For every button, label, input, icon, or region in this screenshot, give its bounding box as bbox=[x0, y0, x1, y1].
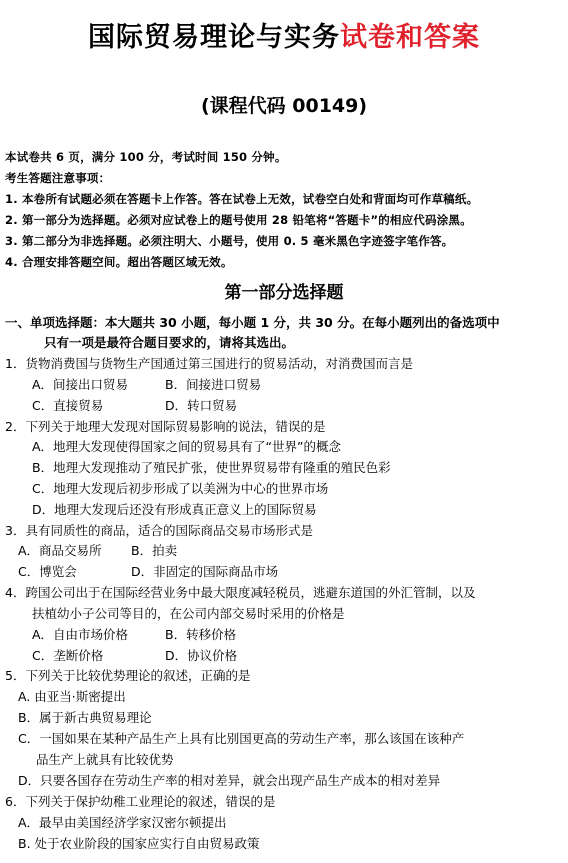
option-d: D．只要各国存在劳动生产率的相对差异，就会出现产品生产成本的相对差异 bbox=[18, 773, 441, 788]
option-b: B．地理大发现推动了殖民扩张，使世界贸易带有隆重的殖民色彩 bbox=[32, 460, 391, 475]
section-heading-cont: 只有一项是最符合题目要求的，请将其选出。 bbox=[44, 335, 295, 350]
course-code: (课程代码 00149) bbox=[200, 95, 368, 117]
part-one-title: 第一部分选择题 bbox=[224, 283, 344, 303]
option-d: D．地理大发现后还没有形成真正意义上的国际贸易 bbox=[32, 502, 317, 517]
question-stem-cont: 扶植幼小子公司等目的，在公司内部交易时采用的价格是 bbox=[32, 606, 345, 621]
option-a: A．间接出口贸易 bbox=[32, 377, 129, 392]
exam-info: 本试卷共 6 页，满分 100 分，考试时间 150 分钟。 bbox=[5, 150, 287, 164]
note-item: 4. 合理安排答题空间。超出答题区域无效。 bbox=[5, 255, 233, 269]
exam-title bbox=[0, 18, 568, 58]
option-a: A．商品交易所 bbox=[18, 543, 102, 558]
exam-title-highlight: 试卷和答案 bbox=[340, 22, 480, 53]
note-item: 3. 第二部分为非选择题。必须注明大、小题号，使用 0. 5 毫米黑色字迹签字笔作答。 bbox=[5, 234, 454, 248]
question-stem: 4．跨国公司出于在国际经营业务中最大限度减轻税员，逃避东道国的外汇管制，以及 bbox=[5, 585, 476, 600]
option-b: B．属于新古典贸易理论 bbox=[18, 710, 152, 725]
option-c: C．一国如果在某种产品生产上具有比别国更高的劳动生产率，那么该国在该种产 bbox=[18, 731, 465, 746]
option-c: C．地理大发现后初步形成了以美洲为中心的世界市场 bbox=[32, 481, 329, 496]
option-b: B．拍卖 bbox=[131, 543, 178, 558]
option-a: A．自由市场价格 bbox=[32, 627, 129, 642]
note-item: 2. 第一部分为选择题。必须对应试卷上的题号使用 28 铅笔将“答题卡”的相应代码涂黑。 bbox=[5, 213, 472, 227]
section-heading: 一、单项选择题：本大题共 30 小题，每小题 1 分，共 30 分。在每小题列出的备选项中 bbox=[5, 315, 500, 330]
question-stem: 5．下列关于比较优势理论的叙述，正确的是 bbox=[5, 668, 251, 683]
option-a: A．最早由美国经济学家汉密尔顿提出 bbox=[18, 815, 227, 830]
option-d: D．转口贸易 bbox=[165, 398, 238, 413]
note-item: 1. 本卷所有试题必须在答题卡上作答。答在试卷上无效，试卷空白处和背面均可作草稿纸。 bbox=[5, 192, 479, 206]
option-c-cont: 品生产上就具有比较优势 bbox=[36, 752, 174, 767]
option-d: D．协议价格 bbox=[165, 648, 238, 663]
exam-title-main: 国际贸易理论与实务 bbox=[88, 22, 340, 53]
question-stem: 2．下列关于地理大发现对国际贸易影响的说法，错误的是 bbox=[5, 419, 326, 434]
option-c: C．博览会 bbox=[18, 564, 77, 579]
question-stem: 1．货物消费国与货物生产国通过第三国进行的贸易活动，对消费国而言是 bbox=[5, 356, 413, 371]
question-stem: 3．具有同质性的商品，适合的国际商品交易市场形式是 bbox=[5, 523, 313, 538]
option-b: B．间接进口贸易 bbox=[165, 377, 262, 392]
question-stem: 6．下列关于保护幼稚工业理论的叙述，错误的是 bbox=[5, 794, 276, 809]
option-a: A. 由亚当·斯密提出 bbox=[18, 689, 126, 704]
option-c: C．直接贸易 bbox=[32, 398, 104, 413]
option-a: A．地理大发现使得国家之间的贸易具有了“世界”的概念 bbox=[32, 439, 342, 454]
option-b: B．转移价格 bbox=[165, 627, 237, 642]
option-d: D．非固定的国际商品市场 bbox=[131, 564, 279, 579]
option-c: C．垄断价格 bbox=[32, 648, 104, 663]
notes-heading: 考生答题注意事项： bbox=[5, 171, 111, 185]
option-b: B. 处于农业阶段的国家应实行自由贸易政策 bbox=[18, 836, 260, 851]
